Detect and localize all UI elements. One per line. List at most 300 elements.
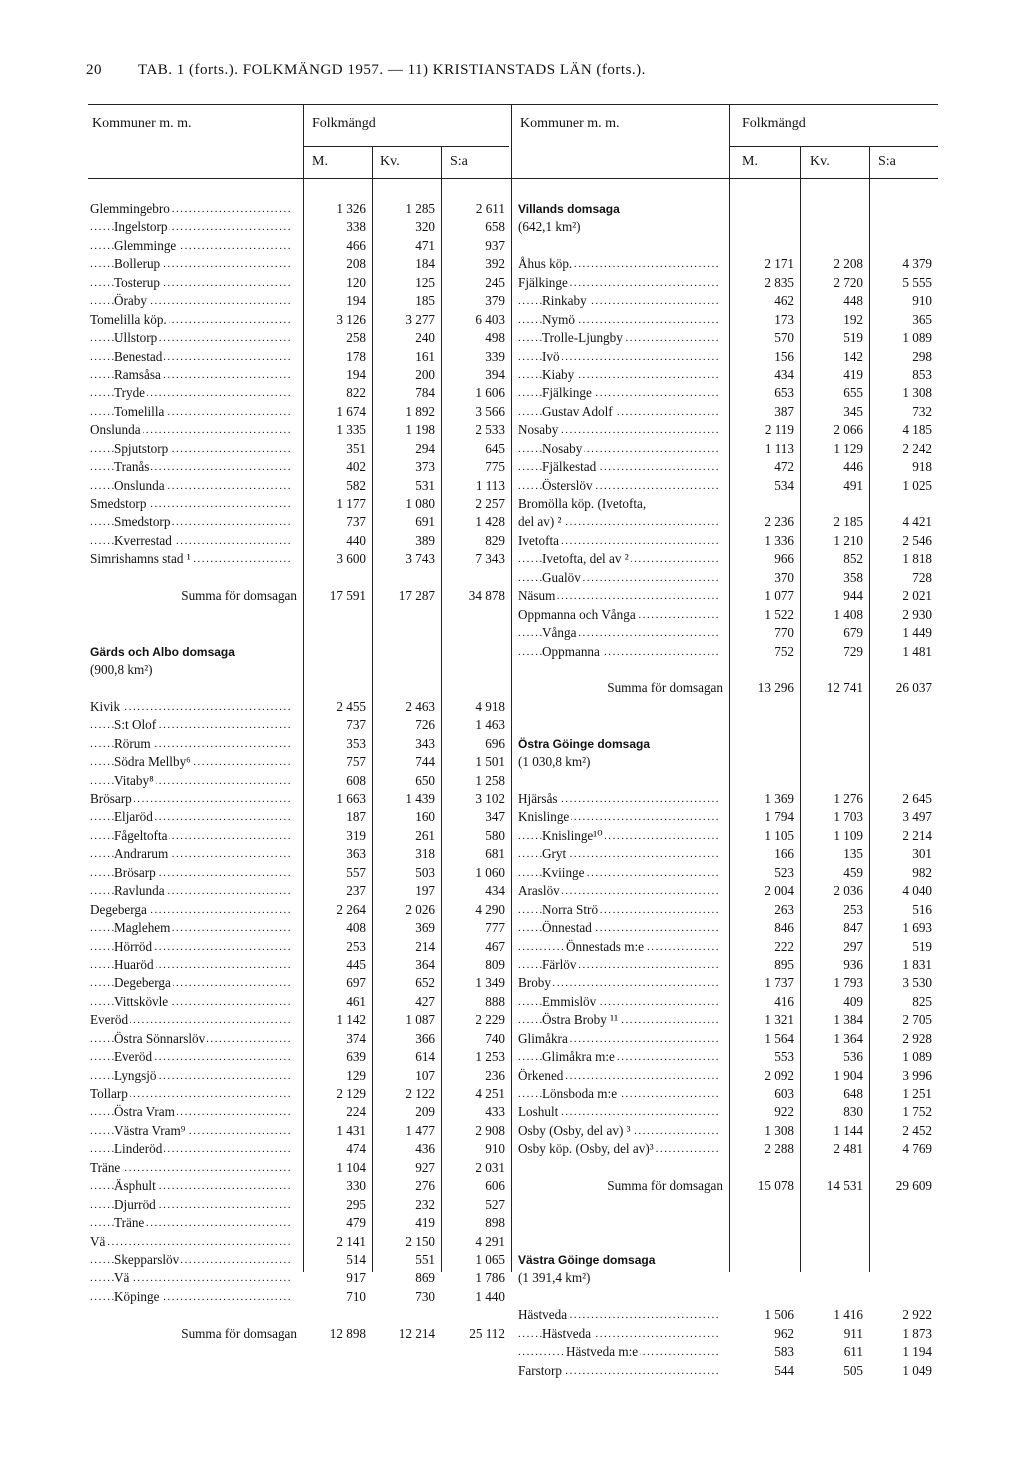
kommun-label: Maglehem (114, 920, 171, 936)
table-row (90, 532, 511, 550)
kommun-name (518, 1030, 729, 1048)
value-sa (441, 1306, 511, 1324)
value-m: 1 336 (764, 532, 794, 548)
kommun-name (90, 643, 303, 661)
folkmangd-rule-left (304, 146, 509, 147)
value-kv: 409 (843, 993, 863, 1009)
table-row (90, 1269, 511, 1287)
value-sa: 606 (485, 1178, 505, 1194)
kommun-label: Tryde (114, 385, 146, 401)
value-sa: 1 253 (475, 1049, 505, 1065)
value-m (303, 679, 372, 697)
kommun-label: Everöd (90, 1012, 129, 1028)
value-m (729, 495, 800, 513)
kommun-label (518, 1197, 520, 1212)
kommun-label: Glimåkra (518, 1030, 568, 1046)
value-sa: 1 089 (902, 330, 932, 346)
table-row (518, 1122, 938, 1140)
table-row (90, 956, 511, 974)
table-row (90, 1085, 511, 1103)
value-kv: 358 (843, 569, 863, 585)
kommun-name (90, 513, 303, 531)
kommun-label: Ramsåsa (114, 366, 161, 382)
value-kv: 1 109 (833, 827, 863, 843)
table-row (90, 845, 511, 863)
value-kv: 1 364 (833, 1030, 863, 1046)
table-row (518, 827, 938, 845)
value-m: 2 171 (764, 256, 794, 272)
value-sa: 4 918 (475, 698, 505, 714)
kommun-name (90, 1030, 303, 1048)
value-sa: 379 (485, 293, 505, 309)
value-kv: 847 (843, 920, 863, 936)
kommun-name (518, 532, 729, 550)
value-sa (869, 1159, 938, 1177)
section-title (518, 735, 938, 753)
kommun-name (518, 440, 729, 458)
table-row (518, 311, 938, 329)
kommun-name (90, 421, 303, 439)
kommun-name (90, 477, 303, 495)
value-sa: 1 501 (475, 754, 505, 770)
table-row (518, 882, 938, 900)
value-sa (869, 716, 938, 734)
value-m: 608 (346, 772, 366, 788)
value-sa (869, 218, 938, 236)
table-row (518, 974, 938, 992)
kommun-name (518, 311, 729, 329)
table-row (518, 1067, 938, 1085)
value-m: 319 (346, 827, 366, 843)
value-kv: 200 (415, 366, 435, 382)
value-sa: 809 (485, 956, 505, 972)
table-row (518, 956, 938, 974)
value-sa: 937 (485, 237, 505, 253)
section-title (518, 1251, 938, 1269)
value-m: 557 (346, 864, 366, 880)
value-kv: 744 (415, 754, 435, 770)
value-sa: 236 (485, 1067, 505, 1083)
table-row (518, 1343, 938, 1361)
value-sa: 1 251 (902, 1086, 932, 1101)
value-kv (800, 495, 869, 513)
value-m: 445 (346, 956, 366, 972)
value-sa (869, 1288, 938, 1306)
kommun-name (518, 403, 729, 421)
value-sa: 829 (485, 532, 505, 548)
kommun-label: (642,1 km²) (518, 219, 581, 235)
value-kv: 1 144 (833, 1122, 863, 1138)
value-sa: 1 481 (902, 643, 932, 659)
table-row (90, 1067, 511, 1085)
kommun-label: Ingelstorp (114, 219, 168, 235)
value-kv: 253 (843, 901, 863, 917)
value-sa: 2 031 (475, 1159, 505, 1175)
value-sa (441, 643, 511, 661)
table-row (518, 403, 938, 421)
kommun-name (90, 624, 303, 642)
kommun-label (518, 717, 520, 732)
kommun-name (518, 1343, 729, 1361)
table-row (518, 292, 938, 310)
value-kv: 1 904 (833, 1067, 863, 1083)
table-row (518, 993, 938, 1011)
kommun-name (90, 1067, 303, 1085)
table-row (518, 274, 938, 292)
value-kv: 1 477 (405, 1122, 435, 1138)
value-kv: 419 (415, 1215, 435, 1231)
table-row (518, 643, 938, 661)
value-m: 697 (346, 975, 366, 991)
value-m (729, 753, 800, 771)
value-kv (372, 643, 441, 661)
kommun-label: Hjärsås (518, 791, 558, 806)
kommun-label: Trolle-Ljungby (542, 330, 623, 346)
value-sa: 910 (485, 1141, 505, 1157)
kommun-label: (1 030,8 km²) (518, 754, 591, 770)
kommun-name (90, 1011, 303, 1029)
col-header-sa: S:a (450, 154, 468, 169)
kommun-name (90, 790, 303, 808)
value-m: 479 (346, 1215, 366, 1231)
kommun-name (518, 827, 729, 845)
table-row (518, 421, 938, 439)
kommun-label: Lyngsjö (114, 1067, 157, 1083)
kommun-label: Everöd (114, 1049, 153, 1065)
value-kv: 852 (843, 551, 863, 567)
table-row (518, 1103, 938, 1121)
kommun-name (90, 366, 303, 384)
table-row (90, 938, 511, 956)
value-kv: 364 (415, 956, 435, 972)
value-m (729, 1159, 800, 1177)
kommun-label: Äsphult (114, 1178, 156, 1194)
table-row (90, 421, 511, 439)
value-sa: 1 308 (902, 385, 932, 401)
table-row (518, 513, 938, 531)
value-kv: 135 (843, 846, 863, 862)
value-sa (441, 661, 511, 679)
value-m: 120 (346, 274, 366, 290)
value-kv (372, 624, 441, 642)
kommun-name (518, 716, 729, 734)
value-kv (800, 698, 869, 716)
value-m: 387 (774, 403, 794, 419)
table-row (518, 255, 938, 273)
kommun-name (90, 1159, 303, 1177)
col-header-m: M. (312, 154, 328, 169)
kommun-name (518, 753, 729, 771)
value-sa: 4 290 (475, 901, 505, 917)
value-sa: 2 257 (475, 496, 505, 511)
table-row (90, 1288, 511, 1306)
value-m (303, 606, 372, 624)
table-row (90, 772, 511, 790)
table-title: TAB. 1 (forts.). FOLKMÄNGD 1957. — 11) KRISTIANSTADS LÄN (forts.). (137, 62, 646, 78)
value-sa: 1 194 (902, 1344, 932, 1360)
kommun-name (518, 845, 729, 863)
value-sa (869, 698, 938, 716)
kommun-label: Huaröd (114, 956, 154, 972)
value-kv (800, 1196, 869, 1214)
kommun-label: Östra Vram (114, 1104, 175, 1120)
table-row (90, 513, 511, 531)
table-row (518, 1214, 938, 1232)
value-m: 416 (774, 993, 794, 1009)
kommun-label: Öraby (114, 293, 147, 309)
kommun-name (90, 993, 303, 1011)
value-m: 895 (774, 956, 794, 972)
table-row (90, 1233, 511, 1251)
kommun-name (518, 329, 729, 347)
value-m: 1 369 (764, 791, 794, 806)
value-m: 1 794 (764, 809, 794, 825)
value-sa: 1 449 (902, 625, 932, 641)
col-header-kommuner: Kommuner m. m. (92, 116, 192, 131)
value-sa: 3 497 (902, 809, 932, 825)
kommun-label: Farstorp (518, 1362, 562, 1378)
table-row (518, 495, 938, 513)
value-m: 1 326 (336, 201, 366, 216)
table-row (90, 311, 511, 329)
table-row (90, 1306, 511, 1324)
value-m: 434 (774, 366, 794, 382)
value-kv: 232 (415, 1196, 435, 1212)
value-m: 2 092 (764, 1067, 794, 1083)
value-m: 263 (774, 901, 794, 917)
kommun-label (90, 607, 92, 622)
value-m (729, 1233, 800, 1251)
value-kv: 911 (843, 1325, 863, 1341)
kommun-name (518, 790, 729, 808)
value-sa: 1 752 (902, 1104, 932, 1120)
value-kv: 730 (415, 1288, 435, 1304)
value-sa: 898 (485, 1215, 505, 1231)
table-row (518, 716, 938, 734)
value-kv: 459 (843, 864, 863, 880)
value-m (729, 1251, 800, 1269)
table-row (518, 1011, 938, 1029)
table-row (90, 440, 511, 458)
kommun-label: Östra Göinge domsaga (518, 736, 651, 751)
value-kv: 2 036 (833, 883, 863, 899)
value-sa: 2 021 (902, 588, 932, 604)
value-kv: 611 (843, 1344, 863, 1360)
kommun-label: Köpinge (114, 1288, 160, 1304)
kommun-name (90, 329, 303, 347)
value-sa: 728 (912, 569, 932, 585)
kommun-label: Glimåkra m:e (542, 1049, 615, 1065)
value-sa (869, 1214, 938, 1232)
value-m (303, 624, 372, 642)
value-m (303, 1306, 372, 1324)
kommun-label: Vånga (542, 625, 577, 641)
value-sa (869, 495, 938, 513)
value-sa (869, 661, 938, 679)
value-sa: 1 065 (475, 1251, 505, 1267)
kommun-name (518, 974, 729, 992)
kommun-name (518, 587, 729, 605)
value-kv (800, 735, 869, 753)
kommun-label: Kivik (90, 698, 121, 714)
kommun-name (90, 1140, 303, 1158)
value-m: 17 591 (329, 588, 366, 604)
col-header-kv: Kv. (380, 154, 400, 169)
kommun-label: Hästveda (518, 1307, 568, 1323)
value-m: 3 126 (336, 311, 366, 327)
value-m (729, 1269, 800, 1287)
kommun-name (518, 661, 729, 679)
value-sa: 34 878 (468, 588, 505, 604)
value-sa: 527 (485, 1196, 505, 1212)
value-sa (869, 1233, 938, 1251)
table-row (518, 384, 938, 402)
col-header-sa: S:a (878, 154, 896, 169)
value-sa: 7 343 (475, 551, 505, 567)
value-kv: 125 (415, 274, 435, 290)
value-sa: 1 258 (475, 772, 505, 788)
value-kv (800, 1159, 869, 1177)
kommun-name (90, 1288, 303, 1306)
value-m (729, 735, 800, 753)
kommun-label: Araslöv (518, 883, 560, 899)
value-sa: 825 (912, 993, 932, 1009)
kommun-name (90, 1269, 303, 1287)
kommun-label: Summa för domsagan (607, 680, 723, 696)
table-row (90, 550, 511, 568)
kommun-label (518, 1234, 520, 1249)
value-m: 2 119 (764, 422, 794, 438)
table-row (518, 458, 938, 476)
table-row (90, 1251, 511, 1269)
value-m (729, 716, 800, 734)
value-sa: 3 102 (475, 791, 505, 806)
value-kv: 1 276 (833, 791, 863, 806)
value-kv: 214 (415, 938, 435, 954)
value-sa: 1 606 (475, 385, 505, 401)
kommun-label (518, 1160, 520, 1175)
table-row (90, 569, 511, 587)
value-kv: 869 (415, 1270, 435, 1286)
value-kv: 652 (415, 975, 435, 991)
kommun-name (518, 882, 729, 900)
kommun-label: Broby (518, 975, 551, 991)
value-kv: 1 080 (405, 496, 435, 511)
value-sa: 25 112 (469, 1325, 505, 1341)
value-m: 2 835 (764, 274, 794, 290)
kommun-label: S:t Olof (114, 717, 157, 733)
value-m: 253 (346, 938, 366, 954)
value-kv: 691 (415, 514, 435, 530)
kommun-label: Fjälkinge (542, 385, 592, 401)
value-sa (869, 772, 938, 790)
kommun-label (518, 1215, 520, 1230)
table-row (518, 606, 938, 624)
value-m (729, 1214, 800, 1232)
kommun-name (518, 1325, 729, 1343)
kommun-name (90, 606, 303, 624)
kommun-name (518, 513, 729, 531)
kommun-label: Bollerup (114, 256, 161, 272)
value-sa: 1 049 (902, 1362, 932, 1378)
table-row (90, 827, 511, 845)
value-kv: 419 (843, 366, 863, 382)
kommun-name (90, 956, 303, 974)
kommun-label: Smedstorp (114, 514, 171, 530)
kommun-label: Vittskövle (114, 993, 169, 1009)
value-m: 639 (346, 1049, 366, 1065)
value-m: 3 600 (336, 551, 366, 567)
value-kv: 366 (415, 1030, 435, 1046)
value-sa: 2 546 (902, 532, 932, 548)
value-kv: 491 (843, 477, 863, 493)
value-m: 2 455 (336, 698, 366, 714)
value-kv: 261 (415, 827, 435, 843)
table-row (90, 1214, 511, 1232)
value-kv: 1 416 (833, 1307, 863, 1323)
value-kv (800, 1269, 869, 1287)
value-m: 2 141 (336, 1233, 366, 1249)
kommun-label (518, 1289, 520, 1304)
value-m: 194 (346, 293, 366, 309)
value-sa: 2 242 (902, 440, 932, 456)
table-row (90, 993, 511, 1011)
value-m (729, 237, 800, 255)
table-row (518, 845, 938, 863)
value-m: 258 (346, 330, 366, 346)
table-row (90, 974, 511, 992)
value-m: 461 (346, 993, 366, 1009)
kommun-name (518, 458, 729, 476)
value-kv (800, 1251, 869, 1269)
value-sa: 853 (912, 366, 932, 382)
table-row (90, 901, 511, 919)
kommun-name (518, 772, 729, 790)
value-kv: 345 (843, 403, 863, 419)
table-row (518, 1140, 938, 1158)
value-sa (441, 624, 511, 642)
kommun-label: Eljaröd (114, 809, 153, 825)
value-kv: 1 285 (405, 201, 435, 216)
value-m: 1 663 (336, 791, 366, 806)
value-kv: 1 384 (833, 1012, 863, 1028)
value-m: 353 (346, 735, 366, 751)
value-kv: 519 (843, 330, 863, 346)
value-sa: 1 463 (475, 717, 505, 733)
value-sa: 2 908 (475, 1122, 505, 1138)
kommun-label: Degeberga (114, 975, 171, 991)
kommun-name (90, 550, 303, 568)
kommun-name (90, 1196, 303, 1214)
table-row (518, 864, 938, 882)
kommun-label: Emmislöv (542, 993, 597, 1009)
kommun-label: Rörum (114, 735, 151, 751)
kommun-label (90, 1307, 92, 1322)
kommun-name (90, 458, 303, 476)
kommun-name (90, 532, 303, 550)
table-row (90, 790, 511, 808)
kommun-name (90, 1233, 303, 1251)
summary-row (90, 587, 511, 605)
table-row (90, 1030, 511, 1048)
value-sa (869, 753, 938, 771)
value-m (729, 218, 800, 236)
value-kv: 830 (843, 1104, 863, 1120)
table-row (90, 200, 511, 218)
kommun-name (90, 1214, 303, 1232)
value-kv: 294 (415, 440, 435, 456)
kommun-label: Onslunda (90, 422, 141, 438)
